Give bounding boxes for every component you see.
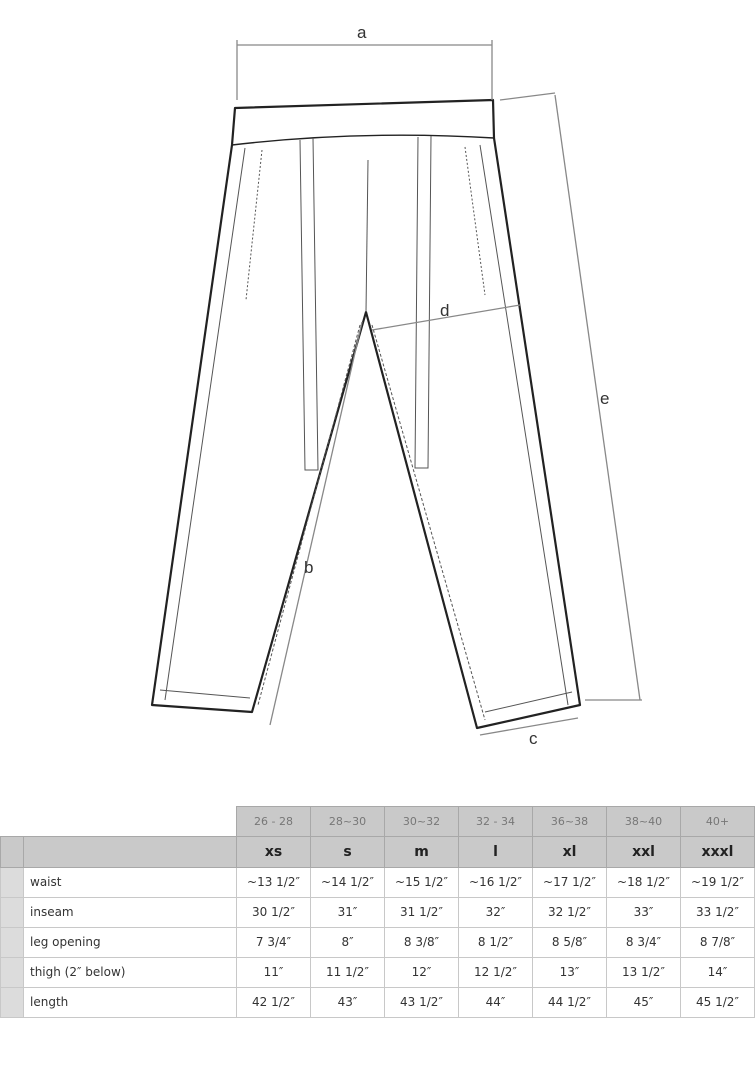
measurement-cell: 30 1/2″ [237, 897, 311, 927]
range-cell: 28~30 [311, 807, 385, 837]
measurement-cell: ~19 1/2″ [681, 867, 755, 897]
range-cell: 26 - 28 [237, 807, 311, 837]
size-header: xxxl [681, 836, 755, 867]
measurement-cell: 43 1/2″ [385, 987, 459, 1017]
range-cell: 36~38 [533, 807, 607, 837]
measurement-cell: 8 3/4″ [607, 927, 681, 957]
dim-label-b: b [304, 558, 314, 577]
row-label: thigh (2″ below) [24, 957, 237, 987]
measurement-cell: 32″ [459, 897, 533, 927]
size-header: xl [533, 836, 607, 867]
measurement-cell: 12″ [385, 957, 459, 987]
measurement-cell: 8″ [311, 927, 385, 957]
measurement-cell: 8 1/2″ [459, 927, 533, 957]
measurement-cell: 33 1/2″ [681, 897, 755, 927]
range-cell: 30~32 [385, 807, 459, 837]
measurement-cell: 11″ [237, 957, 311, 987]
waistband [232, 135, 494, 145]
row-label: length [24, 987, 237, 1017]
pants-outline [152, 100, 580, 728]
size-header: m [385, 836, 459, 867]
measurement-cell: ~16 1/2″ [459, 867, 533, 897]
measurement-cell: 33″ [607, 897, 681, 927]
measurement-cell: 45 1/2″ [681, 987, 755, 1017]
table-row [1, 897, 755, 927]
measurement-cell: 14″ [681, 957, 755, 987]
measurement-cell: 45″ [607, 987, 681, 1017]
measurement-cell: 7 3/4″ [237, 927, 311, 957]
row-label: waist [24, 867, 237, 897]
measurement-cell: 44″ [459, 987, 533, 1017]
size-header-row [1, 836, 755, 867]
table-row [1, 927, 755, 957]
measurement-cell: ~18 1/2″ [607, 867, 681, 897]
row-label: leg opening [24, 927, 237, 957]
size-header: l [459, 836, 533, 867]
table-row [1, 867, 755, 897]
measurement-cell: 32 1/2″ [533, 897, 607, 927]
dim-label-e: e [600, 389, 610, 408]
measurement-cell: 31″ [311, 897, 385, 927]
range-cell: 40+ [681, 807, 755, 837]
size-header: s [311, 836, 385, 867]
size-chart [0, 806, 755, 1018]
measurement-cell: ~14 1/2″ [311, 867, 385, 897]
dim-label-d: d [440, 301, 450, 320]
size-header: xs [237, 836, 311, 867]
waist-range-row [1, 807, 755, 837]
table-row [1, 957, 755, 987]
size-header: xxl [607, 836, 681, 867]
measurement-cell: 43″ [311, 987, 385, 1017]
measurement-cell: 11 1/2″ [311, 957, 385, 987]
measurement-cell: 8 3/8″ [385, 927, 459, 957]
measurement-cell: 44 1/2″ [533, 987, 607, 1017]
measurement-cell: 13″ [533, 957, 607, 987]
measurement-cell: ~13 1/2″ [237, 867, 311, 897]
dim-label-c: c [529, 729, 538, 748]
measurement-cell: 8 5/8″ [533, 927, 607, 957]
measurement-cell: ~15 1/2″ [385, 867, 459, 897]
measurement-cell: 8 7/8″ [681, 927, 755, 957]
row-label: inseam [24, 897, 237, 927]
measurement-cell: ~17 1/2″ [533, 867, 607, 897]
dim-label-a: a [357, 23, 367, 42]
range-cell: 38~40 [607, 807, 681, 837]
measurement-cell: 13 1/2″ [607, 957, 681, 987]
measurement-cell: 31 1/2″ [385, 897, 459, 927]
measurement-cell: 42 1/2″ [237, 987, 311, 1017]
table-row [1, 987, 755, 1017]
range-cell: 32 - 34 [459, 807, 533, 837]
measurement-cell: 12 1/2″ [459, 957, 533, 987]
